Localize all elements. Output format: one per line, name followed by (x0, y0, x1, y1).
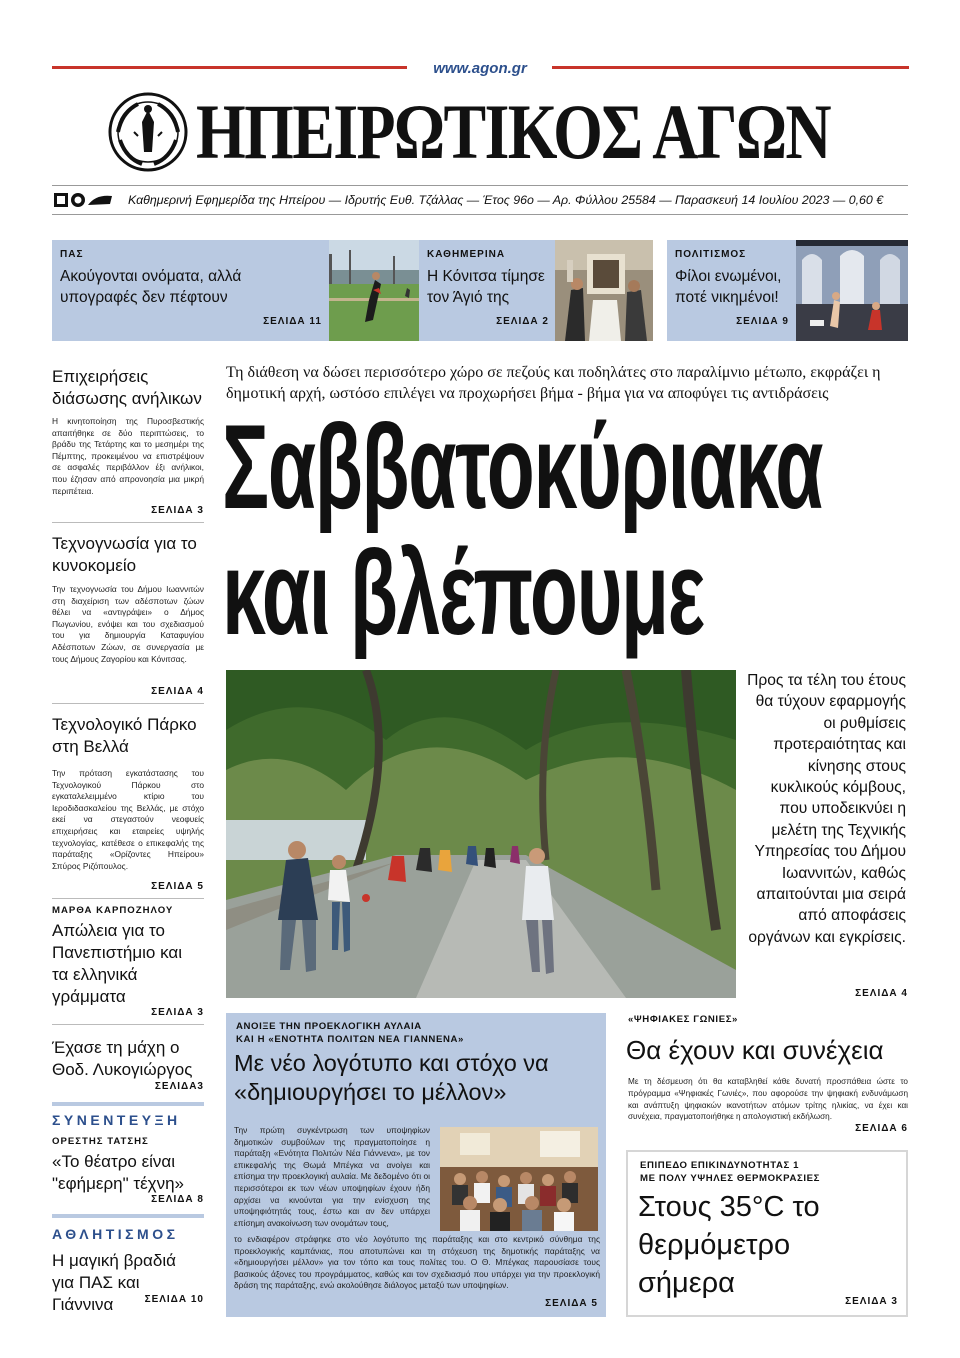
heat-title: Στους 35°C το θερμόμετρο σήμερα (638, 1191, 820, 1299)
teaser-page: ΣΕΛΙΔΑ 9 (736, 316, 789, 327)
teaser-konitsa[interactable] (419, 240, 653, 341)
heat-box[interactable] (626, 1150, 908, 1317)
sidebar-story-title[interactable]: Απώλεια για το Πανεπιστήμιο και τα ελληνικά γράμματα (52, 921, 182, 1006)
interview-section-label: ΣΥΝΕΝΤΕΥΞΗ (52, 1112, 181, 1128)
teaser-page: ΣΕΛΙΔΑ 11 (263, 316, 322, 327)
digital-page: ΣΕΛΙΔΑ 6 (855, 1123, 908, 1134)
sidebar-story-title[interactable]: Έχασε τη μάχη ο Θοδ. Λυκογιώργος (52, 1038, 193, 1079)
sports-rule (52, 1214, 204, 1218)
interview-kicker: ΟΡΕΣΤΗΣ ΤΑΤΣΗΣ (52, 1136, 149, 1147)
teaser-title: Η Κόνιτσα τίμησε τον Άγιό της (427, 268, 545, 306)
sidebar-story-title[interactable]: Επιχειρήσεις διάσωσης ανήλικων (52, 367, 202, 408)
sidebar-story-body: Την πρόταση εγκατάστασης του Τεχνολογικού Πάρκου στο εγκαταλελειμμένο κτίριο του Ιεροδιδασκαλείου της Βελλάς, με στόχο εκεί να στεγαστούν νεοφυείς επιχειρήσεις και εταιρείες υψηλής τεχνολογίας, κατέθεσε ο επικεφαλής της παράταξης «Ορίζοντες Ηπείρου» Σπύρος Ριζόπουλος. (52, 768, 204, 871)
interview-rule (52, 1102, 204, 1106)
sidebar-story-page: ΣΕΛΙΔΑ3 (154, 1081, 204, 1092)
sidebar-story-page: ΣΕΛΙΔΑ 4 (151, 686, 204, 697)
sidebar-divider (52, 522, 204, 523)
lead-body: Προς τα τέλη του έτους θα τύχουν εφαρμογής οι ρυθμίσεις προτεραιότητας και κίνησης στους κυκλικούς κόμβους, που υποδεικνύει η μελέτη της Τεχνικής Υπηρεσίας του Δήμου Ιωαννιτών, καθώς απαιτούνται μια σειρά από αποφάσεις οργάνων και εγκρίσεις. (747, 672, 906, 946)
sidebar-story-title[interactable]: Τεχνολογικό Πάρκο στη Βελλά (52, 715, 197, 756)
masthead-seal (108, 92, 188, 172)
teaser-title: Ακούγονται ονόματα, αλλά υπογραφές δεν πέφτουν (60, 268, 242, 306)
sidebar-divider (52, 703, 204, 704)
sports-section-label: ΑΘΛΗΤΙΣΜΟΣ (52, 1226, 179, 1242)
logo-story-body-left: Την πρώτη συγκέντρωση των υποψηφίων δημοτικών συμβούλων της πραγματοποίησε η παράταξη «Ενότητα Πολιτών Νέα Γιάννενα», με τον επικεφαλής της Θωμά Μπέγκα να ανοίγει και επίσημα την προεκλογική αυλαία. Με δεδομένο ότι οι περισσότεροι εκ των νέων υποψηφίων έχουν ήδη αρχίσει να κινούνται για την ενίσχυση της υποψηφιότητάς τους, έστω και αν δεν υπάρχει επίσημη ανακοίνωση των ονομάτων τους, (234, 1125, 430, 1228)
teaser-kicker: ΚΑΘΗΜΕΡΙΝΑ (427, 249, 506, 260)
teaser-page: ΣΕΛΙΔΑ 2 (496, 316, 549, 327)
logo-story-photo-meeting (440, 1127, 598, 1231)
logo-story-title: Με νέο λογότυπο και στόχο να «δημιουργήσει το μέλλον» (234, 1050, 549, 1105)
teaser-photo-theatre (796, 240, 908, 341)
sidebar-story-body: Η κινητοποίηση της Πυροσβεστικής απαιτήθηκε σε δύο περιπτώσεις, το βράδυ της Τετάρτης και το μεσημέρι της Πέμπτης, προκειμένου να επιστρέψουν σε ασφαλές περιβάλλον έξι ανήλικοι, που έζησαν από απρονοησία μια μικρή περιπέτεια. (52, 416, 204, 496)
dateline-rule-bottom (52, 214, 908, 215)
sidebar-story-title[interactable]: Τεχνογνωσία για το κυνοκομείο (52, 534, 197, 575)
sidebar-story-page: ΣΕΛΙΔΑ 3 (151, 1007, 204, 1018)
sidebar-divider (52, 1024, 204, 1025)
interview-page: ΣΕΛΙΔΑ 8 (151, 1194, 204, 1205)
lead-headline-line1[interactable]: Σαββατοκύριακα (222, 400, 823, 534)
sidebar-story-body: Την τεχνογνωσία του Δήμου Ιωαννιτών στη διαχείριση των αδέσποτων ζώων θέλει να «αντιγράψει» ο Δήμος Πωγωνίου, ενόψει και του σχεδιασμού του για δημιουργία Καταφυγίου Αδέσποτων Ζώων, σε συνεργασία με τους Δήμους Ζαγορίου και Κόνιτσας. (52, 584, 204, 664)
website-link[interactable]: www.agon.gr (433, 60, 527, 77)
sidebar-divider (52, 898, 204, 899)
sidebar-story-page: ΣΕΛΙΔΑ 5 (151, 881, 204, 892)
digital-body: Με τη δέσμευση ότι θα καταβληθεί κάθε δυνατή προσπάθεια ώστε το πρόγραμμα «Ψηφιακές Γωνιές», που αφορούσε την ψηφιακή ενδυνάμωση και ανάπτυξη ψηφιακών ικανοτήτων ατόμων τρίτης ηλικίας, να έχει και συνέχεια, πραγματοποιήθηκε η απολογιστική εκδήλωση. (628, 1077, 908, 1122)
logo-story-kicker-2: ΚΑΙ Η «ΕΝΟΤΗΤΑ ΠΟΛΙΤΩΝ ΝΕΑ ΓΙΑΝΝΕΝΑ» (236, 1034, 464, 1045)
dateline: Καθημερινή Εφημερίδα της Ηπείρου — Ιδρυτής Ευθ. Τζάλλας — Έτος 96ο — Αρ. Φύλλου 25584 — Παρασκευή 14 Ιουλίου 2023 — 0,60 € (128, 193, 884, 207)
teaser-title: Φίλοι ενωμένοι, ποτέ νικημένοι! (675, 268, 782, 306)
lead-headline-line2[interactable]: και βλέπουμε (222, 526, 704, 660)
sidebar-story-page: ΣΕΛΙΔΑ 3 (151, 505, 204, 516)
sports-page: ΣΕΛΙΔΑ 10 (144, 1294, 204, 1305)
teaser-photo-procession (555, 240, 653, 341)
lead-photo-lakeside-walk (226, 670, 736, 998)
heat-kicker-2: ΜΕ ΠΟΛΥ ΥΨΗΛΕΣ ΘΕΡΜΟΚΡΑΣΙΕΣ (640, 1173, 820, 1184)
teaser-politismos[interactable] (667, 240, 908, 341)
logo-story-body: το ενδιαφέρον στράφηκε στο νέο λογότυπο της παράταξης και στο κεντρικό σύνθημα της προεκλογικής καμπάνιας, που αποτυπώνει και τη στόχευση της δημοτικής παράταξης να «δημιουργήσει μέλλον» για τον τόπο και τους πολίτες του. Ο Θ. Μπέγκας παρουσίασε τους βασικούς άξονες του προγράμματος, καθώς και τον σχεδιασμό που υπάρχει για την προεκλογική δράση της παράταξης, ενώ ακολούθησε διάλογος μεταξύ των υποψηφίων. (234, 1234, 600, 1291)
top-rule-left (52, 66, 407, 69)
interview-title[interactable]: «Το θέατρο είναι "εφήμερη" τέχνη» (52, 1152, 184, 1193)
top-rule-right (552, 66, 909, 69)
lead-page: ΣΕΛΙΔΑ 4 (855, 988, 908, 999)
heat-kicker-1: ΕΠΙΠΕΔΟ ΕΠΙΚΙΝΔΥΝΟΤΗΤΑΣ 1 (640, 1160, 800, 1171)
sports-title[interactable]: Η μαγική βραδιά για ΠΑΣ και Γιάννινα (52, 1251, 176, 1314)
masthead-title: ΗΠΕΙΡΩΤΙΚΟΣ ΑΓΩΝ (196, 88, 830, 175)
dateline-rule-top (52, 185, 908, 186)
affiliation-logos (54, 192, 116, 208)
sidebar-story-kicker: ΜΑΡΘΑ ΚΑΡΠΟΖΗΛΟΥ (52, 905, 174, 916)
teaser-pas[interactable] (52, 240, 406, 341)
digital-title[interactable]: Θα έχουν και συνέχεια (626, 1035, 884, 1065)
digital-kicker: «ΨΗΦΙΑΚΕΣ ΓΩΝΙΕΣ» (628, 1014, 738, 1025)
heat-page: ΣΕΛΙΔΑ 3 (845, 1296, 898, 1307)
logo-story-kicker-1: ΑΝΟΙΞΕ ΤΗΝ ΠΡΟΕΚΛΟΓΙΚΗ ΑΥΛΑΙΑ (236, 1021, 422, 1032)
lead-deck: Τη διάθεση να δώσει περισσότερο χώρο σε πεζούς και ποδηλάτες στο παραλίμνιο μέτωπο, εκφράζει η δημοτική αρχή, ωστόσο επιλέγει να προχωρήσει βήμα - βήμα για να αποφύγει τις αντιδράσεις (226, 364, 881, 402)
logo-story-box[interactable] (226, 1013, 606, 1317)
logo-story-page: ΣΕΛΙΔΑ 5 (545, 1298, 598, 1309)
teaser-kicker: ΠΟΛΙΤΙΣΜΟΣ (675, 249, 747, 260)
teaser-kicker: ΠΑΣ (60, 249, 84, 260)
